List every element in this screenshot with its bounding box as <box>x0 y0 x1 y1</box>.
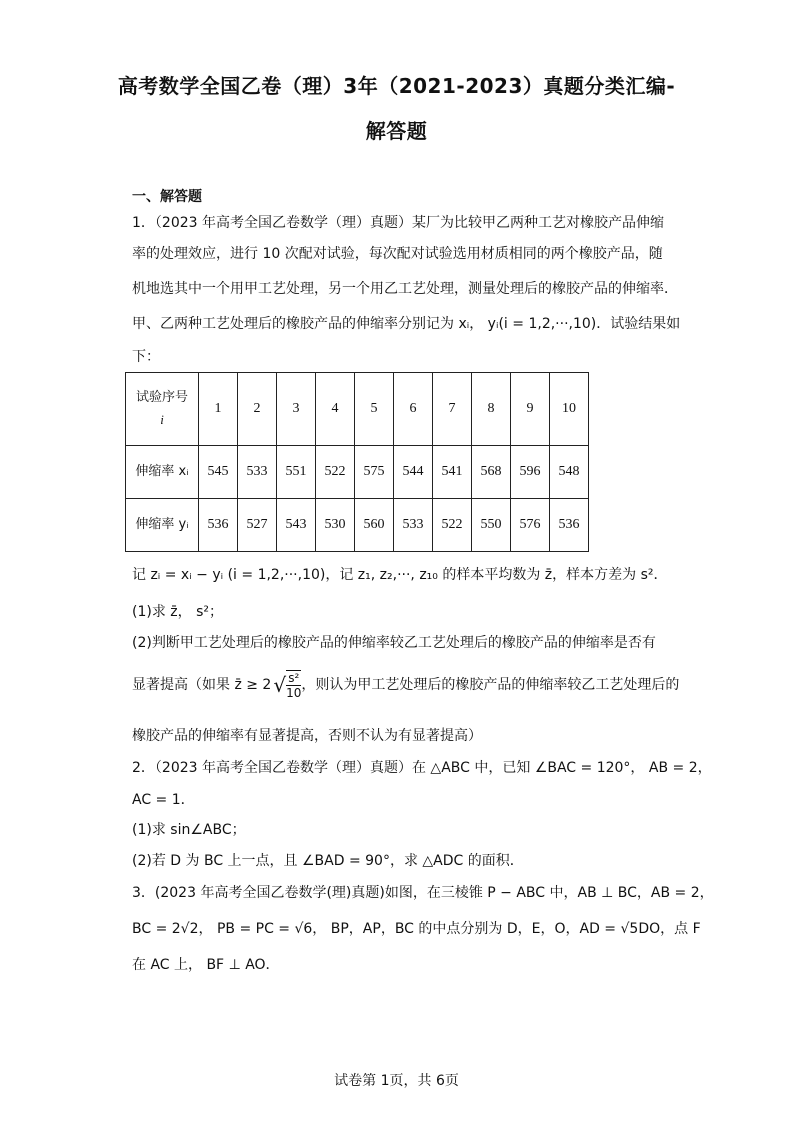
table-cell: 596 <box>511 446 550 499</box>
q1-part-2b-pre: 显著提高（如果 z̄ ≥ 2 <box>132 677 272 693</box>
q1-line-5: 下： <box>132 349 160 365</box>
q1-line-4: 甲、乙两种工艺处理后的橡胶产品的伸缩率分别记为 xᵢ， yᵢ(i = 1,2,···,10)．试验结果如 <box>132 316 681 332</box>
table-cell: 10 <box>550 373 589 446</box>
frac-denominator: 10 <box>286 686 302 700</box>
table-cell: 550 <box>472 499 511 552</box>
table-cell: 530 <box>316 499 355 552</box>
table-cell: 7 <box>433 373 472 446</box>
header-label: 试验序号 <box>135 390 188 405</box>
table-cell: 560 <box>355 499 394 552</box>
table-cell: 522 <box>316 446 355 499</box>
table-cell: 527 <box>238 499 277 552</box>
table-cell: 533 <box>238 446 277 499</box>
q2-part-1: (1)求 sin∠ABC； <box>132 822 246 838</box>
doc-title-line-1: 高考数学全国乙卷（理）3年（2021-2023）真题分类汇编- <box>117 74 676 98</box>
page-footer: 试卷第 1页，共 6页 <box>334 1073 459 1089</box>
table-cell: 536 <box>199 499 238 552</box>
frac-numerator: s² <box>286 671 301 686</box>
table-cell: 522 <box>433 499 472 552</box>
q1-part-2b <box>132 670 679 700</box>
q3-line-3: 在 AC 上， BF ⊥ AO． <box>132 957 280 973</box>
row-y-label: 伸缩率 yᵢ <box>126 499 199 552</box>
table-cell: 3 <box>277 373 316 446</box>
table-row-y <box>126 499 589 552</box>
q1-part-1: (1)求 z̄， s²； <box>132 604 223 620</box>
table-cell: 575 <box>355 446 394 499</box>
table-cell: 5 <box>355 373 394 446</box>
doc-title-line-2: 解答题 <box>365 119 428 143</box>
q1-part-2a: (2)判断甲工艺处理后的橡胶产品的伸缩率较乙工艺处理后的橡胶产品的伸缩率是否有 <box>132 635 656 651</box>
table-cell: 536 <box>550 499 589 552</box>
table-cell: 548 <box>550 446 589 499</box>
q1-line-3: 机地选其中一个用甲工艺处理，另一个用乙工艺处理，测量处理后的橡胶产品的伸缩率． <box>132 281 678 297</box>
table-cell: 9 <box>511 373 550 446</box>
q1-part-2c: 橡胶产品的伸缩率有显著提高，否则不认为有显著提高） <box>132 728 482 744</box>
table-row-x <box>126 446 589 499</box>
table-row-index <box>126 373 589 446</box>
q2-line-2: AC = 1． <box>132 792 195 808</box>
q1-part-2b-post: ，则认为甲工艺处理后的橡胶产品的伸缩率较乙工艺处理后的 <box>301 677 680 693</box>
table-cell: 545 <box>199 446 238 499</box>
row-x-label: 伸缩率 xᵢ <box>126 446 199 499</box>
header-sub: i <box>160 412 164 427</box>
q3-line-2: BC = 2√2， PB = PC = √6， BP，AP，BC 的中点分别为 D，E，O，AD = √5DO，点 F <box>132 921 701 937</box>
sqrt-fraction: √ $\frac{\text{s²}}{10}$ <box>273 671 302 700</box>
table-cell: 551 <box>277 446 316 499</box>
q2-part-2: (2)若 D 为 BC 上一点，且 ∠BAD = 90°，求 △ADC 的面积． <box>132 853 524 869</box>
table-cell: 568 <box>472 446 511 499</box>
table-cell: 6 <box>394 373 433 446</box>
experiment-table <box>125 372 589 552</box>
table-cell: 541 <box>433 446 472 499</box>
table-cell: 4 <box>316 373 355 446</box>
table-cell: 533 <box>394 499 433 552</box>
table-cell: 8 <box>472 373 511 446</box>
q2-line-1: 2．（2023 年高考全国乙卷数学（理）真题）在 △ABC 中，已知 ∠BAC = 120°， AB = 2， <box>132 760 712 776</box>
table-cell: 576 <box>511 499 550 552</box>
q1-line-1: 1．（2023 年高考全国乙卷数学（理）真题）某厂为比较甲乙两种工艺对橡胶产品伸缩 <box>132 215 664 231</box>
q1-line-6: 记 zᵢ = xᵢ − yᵢ (i = 1,2,···,10)，记 z₁, z₂,···, z₁₀ 的样本平均数为 z̄，样本方差为 s²． <box>132 567 668 583</box>
section-heading: 一、解答题 <box>132 189 202 205</box>
q1-line-2: 率的处理效应，进行 10 次配对试验，每次配对试验选用材质相同的两个橡胶产品，随 <box>132 246 663 262</box>
table-header-cell <box>126 373 199 446</box>
q3-line-1: 3．(2023 年高考全国乙卷数学(理)真题)如图，在三棱锥 P − ABC 中，AB ⊥ BC，AB = 2， <box>132 885 714 901</box>
table-cell: 544 <box>394 446 433 499</box>
table-cell: 2 <box>238 373 277 446</box>
table-cell: 543 <box>277 499 316 552</box>
table-cell: 1 <box>199 373 238 446</box>
